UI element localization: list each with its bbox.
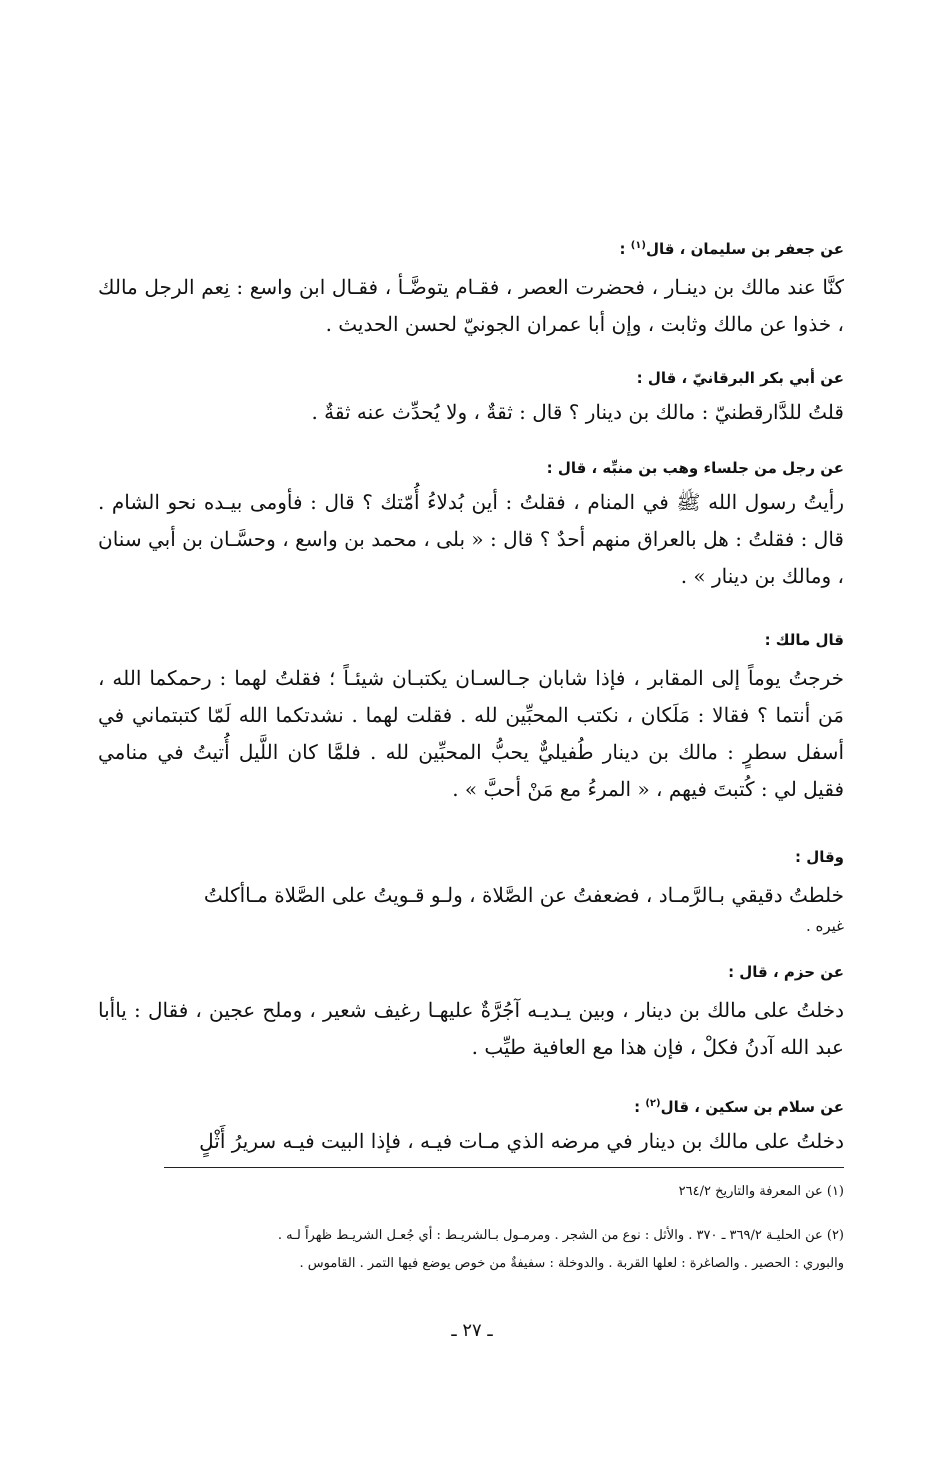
section-heading: عن جعفر بن سليمان ، قال$^{(١)}$ :: [619, 240, 844, 258]
section-text-tail: غيره .: [805, 917, 844, 935]
section-4: [98, 630, 844, 808]
section-heading: عن أبي بكر البرقانيّ ، قال :: [636, 369, 844, 387]
section-6: [98, 962, 844, 1066]
section-heading: عن سلام بن سكين ، قال$^{(٢)}$ :: [634, 1098, 844, 1116]
section-text: دخلتُ على مالك بن دينار ، وبين يـديـه آجُرَّةٌ عليهـا رغيف شعير ، وملح عجين ، فقال : ياأبا عبد الله آدنُ فكلْ ، فإن هذا مع العافية طيِّب .: [98, 998, 844, 1059]
section-1: [98, 236, 844, 343]
section-heading: عن رجل من جلساء وهب بن منبِّه ، قال :: [546, 459, 844, 477]
section-heading: عن حزم ، قال :: [728, 963, 844, 981]
section-7: [98, 1094, 844, 1160]
section-text: خرجتُ يوماً إلى المقابر ، فإذا شابان جـالسـان يكتبـان شيئـاً ؛ فقلتُ لهما : رحمكما الله ، مَن أنتما ؟ فقالا : مَلَكان ، نكتب المحبِّين لله . فقلت لهما . نشدتكما الله لَمّا كتبتماني في أسفل سطرٍ : مالك بن دينار طُفيليٌّ يحبُّ المحبِّين لله . فلمَّا كان اللَّيل أُتيتُ في منامي فقيل لي : كُتبتَ فيهم ، « المرءُ مع مَنْ أحبَّ » .: [98, 666, 844, 801]
footnote-divider: [164, 1167, 844, 1168]
footnote-1: (١) عن المعرفة والتاريخ ٢٦٤/٢: [678, 1184, 844, 1199]
footnote-2: (٢) عن الحليـة ٣٦٩/٢ ـ ٣٧٠ . والأثل : نوع من الشجر . ومرمـول بـالشريـط : أي جُعـل الشريـط ظهراً لـه .: [277, 1228, 844, 1243]
section-text: كنَّا عند مالك بن دينـار ، فحضرت العصر ، فقـام يتوضَّـأ ، فقـال ابن واسع : نِعم الرجل مالك ، خذوا عن مالك وثابت ، وإن أبا عمران الجونيّ لحسن الحديث .: [98, 275, 844, 336]
footnote-ref[interactable]: (٢): [645, 1098, 661, 1109]
section-text: خلطتُ دقيقي بـالرَّمـاد ، فضعفتُ عن الصَّلاة ، ولـو قـويتُ على الصَّلاة مـاأكلتُ: [203, 883, 844, 907]
section-text: دخلتُ على مالك بن دينار في مرضه الذي مـات فيـه ، فإذا البيت فيـه سريرُ أَثْلٍ: [199, 1129, 844, 1153]
section-heading: وقال :: [794, 848, 844, 866]
footnote-ref[interactable]: (١): [630, 240, 646, 251]
section-heading: قال مالك :: [764, 631, 844, 649]
page-number: ـ ٢٧ ـ: [451, 1320, 493, 1341]
section-text: قلتُ للدَّارقطنيّ : مالك بن دينار ؟ قال : ثقةٌ ، ولا يُحدِّث عنه ثقةٌ .: [311, 400, 844, 424]
section-5: [98, 847, 844, 936]
section-text: رأيتُ رسول الله ﷺ في المنام ، فقلتُ : أين بُدلاءُ أُمّتك ؟ قال : فأومى بيـده نحو الشام . قال : فقلتُ : هل بالعراق منهم أحدٌ ؟ قال : « بلى ، محمد بن واسع ، وحسَّـان بن أبي سنان ، ومالك بن دينار » .: [98, 490, 844, 588]
footnote-2-continued: والبوري : الحصير . والصاغرة : لعلها القربة . والدوخلة : سفيفةٌ من خوص يوضع فيها التمر . القاموس .: [299, 1256, 844, 1271]
section-2: [98, 368, 844, 431]
section-3: [98, 458, 844, 595]
